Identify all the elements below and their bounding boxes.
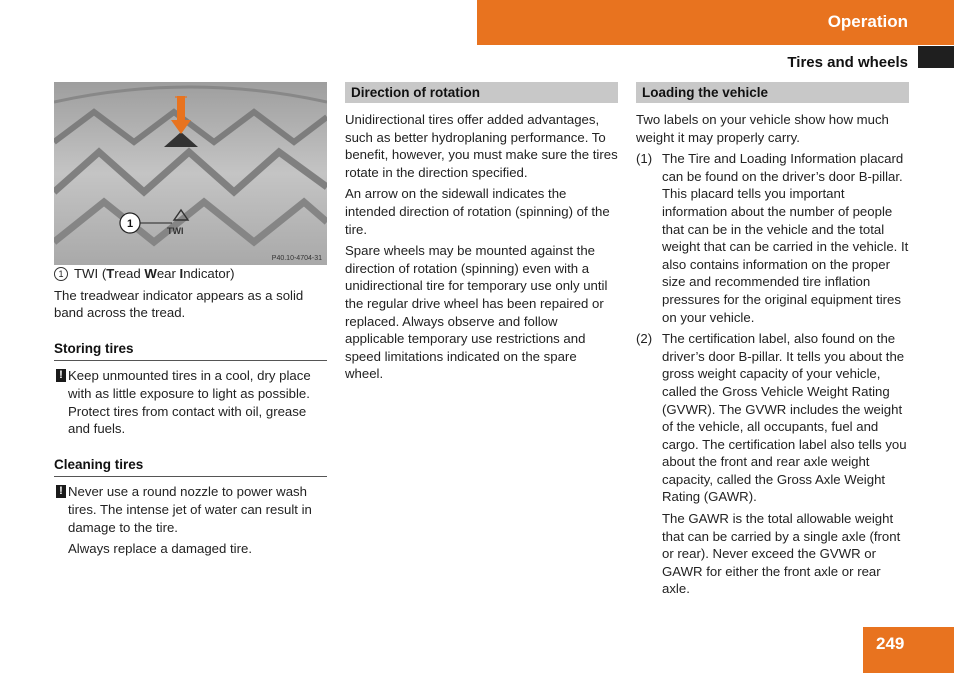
- rotation-paragraph: Unidirectional tires offer added advantages, such as better hydroplaning performance. To benefit, however, you must make sure the tires rotate in the direction specified.: [345, 112, 618, 180]
- treadwear-intro: The treadwear indicator appears as a solid band across the tread.: [54, 287, 304, 321]
- page-number: 249: [876, 634, 905, 653]
- column-middle: [345, 82, 618, 387]
- storing-tires-heading: Storing tires: [54, 340, 327, 362]
- tire-tread-illustration: [54, 82, 327, 265]
- twi-mark-label: TWI: [167, 226, 184, 236]
- section-title: Tires and wheels: [787, 54, 908, 71]
- cleaning-tires-heading: Cleaning tires: [54, 456, 327, 478]
- figure-image-code: P40.10-4704-31: [271, 255, 322, 262]
- column-left: [54, 82, 327, 562]
- list-item: (1) The Tire and Loading Information placard can be found on the driver’s door B-pillar. This placard tells you important information about the number of people that can be in the vehicle and the total weight that can be carried in the vehicle. It also contains information on the proper size and recommended tire inflation pressures for the original equipment tires on your vehicle.: [636, 151, 909, 325]
- column-right: [636, 82, 909, 602]
- rotation-paragraph: An arrow on the sidewall indicates the intended direction of rotation (spinning) of the tire.: [345, 186, 610, 237]
- figure-caption: 1 TWI (Tread Wear Indicator): [54, 265, 327, 283]
- storing-tires-warning: ! Keep unmounted tires in a cool, dry place with as little exposure to light as possible. Protect tires from contact with oil, grease and fuels.: [54, 367, 327, 437]
- section-tab-marker: [918, 46, 954, 68]
- loading-the-vehicle-heading: Loading the vehicle: [636, 82, 909, 103]
- cleaning-tires-warning: ! Never use a round nozzle to power wash tires. The intense jet of water can result in damage to the tire.: [54, 483, 327, 536]
- callout-number: 1: [126, 218, 134, 230]
- tire-tread-figure: [54, 82, 327, 265]
- gawr-followup: The GAWR is the total allowable weight that can be carried by a single axle (front or rear). Never exceed the GVWR or GAWR for either the front axle or rear axle.: [662, 511, 901, 597]
- chapter-title: Operation: [827, 12, 908, 31]
- direction-of-rotation-heading: Direction of rotation: [345, 82, 618, 103]
- exclamation-icon: !: [56, 369, 66, 382]
- cleaning-tires-note: Always replace a damaged tire.: [68, 541, 252, 557]
- list-item-number: (1): [636, 151, 653, 167]
- exclamation-icon: !: [56, 485, 66, 498]
- rotation-paragraph: Spare wheels may be mounted against the direction of rotation (spinning) even with a unidirectional tire for temporary use only until the regular drive wheel has been repaired or replaced. Always observe and follow applicable temporary use restrictions and speed limitations indicated on the spare wheel.: [345, 243, 608, 382]
- list-item: (2) The certification label, also found on the driver’s door B-pillar. It tells you about the gross weight capacity of your vehicle, called the Gross Vehicle Weight Rating (GVWR). The GVWR includes the weight of the vehicle, all occupants, fuel and cargo. The certification label also tells you about the front and rear axle weight capacity, called the Gross Axle Weight Rating (GAWR).: [636, 331, 907, 505]
- loading-intro: Two labels on your vehicle show how much weight it may properly carry.: [636, 112, 889, 145]
- caption-callout-number: 1: [54, 267, 68, 281]
- list-item-number: (2): [636, 331, 653, 347]
